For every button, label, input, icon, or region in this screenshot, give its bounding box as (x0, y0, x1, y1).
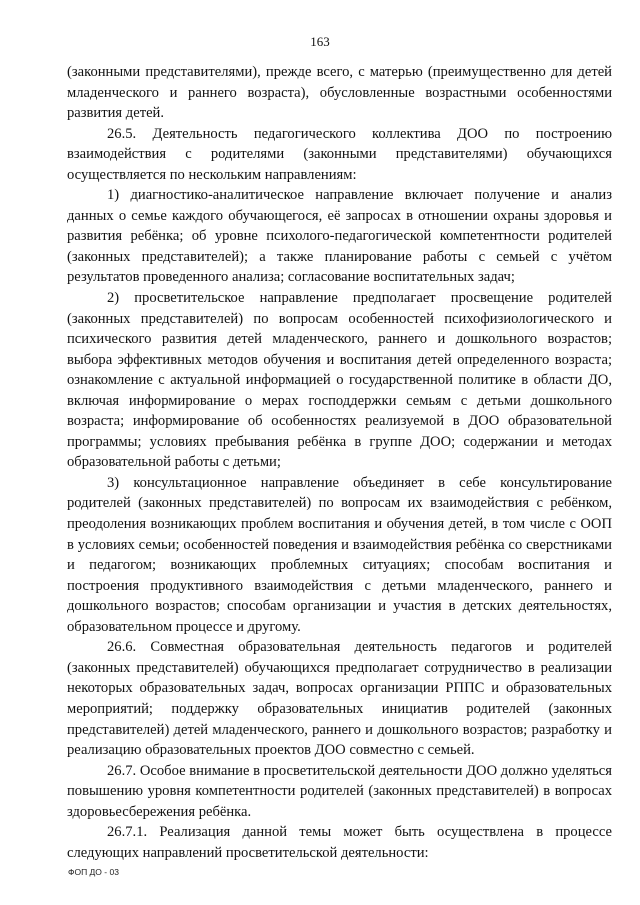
paragraph-26-6: 26.6. Совместная образовательная деятельность педагогов и родителей (законных представителей) обучающихся предполагает сотрудничество в реализации некоторых образовательных задач, вопросах организации РППС и образовательных мероприятий; поддержку образовательных инициатив родителей (законных представителей) детей младенческого, раннего и дошкольного возрастов; разработку и реализацию образовательных проектов ДОО совместно с семьей. (67, 639, 612, 759)
document-footer-code: ФОП ДО - 03 (68, 867, 119, 877)
document-body (67, 62, 612, 863)
paragraph-consulting-direction: 3) консультационное направление объединяет в себе консультирование родителей (законных представителей) по вопросам их взаимодействия с ребёнком, преодоления возникающих проблем воспитания и обучения детей, в том числе с ООП в условиях семьи; особенностей поведения и взаимодействия ребёнка со сверстниками и педагогом; возникающих проблемных ситуациях; способам воспитания и построения продуктивного взаимодействия с детьми младенческого, раннего и дошкольного возрастов; способам организации и участия в детских деятельностях, образовательном процессе и другому. (67, 474, 612, 635)
paragraph-continuation: (законными представителями), прежде всего, с матерью (преимущественно для детей младенческого и раннего возраста), обусловленные возрастными особенностями развития детей. (67, 64, 612, 122)
page-number: 163 (310, 34, 330, 49)
paragraph-educational-direction: 2) просветительское направление предполагает просвещение родителей (законных представителей) по вопросам особенностей психофизиологического и психического развития детей младенческого, раннего и дошкольного возрастов; выбора эффективных методов обучения и воспитания детей определенного возраста; ознакомление с актуальной информацией о государственной политике в области ДО, включая информирование о мерах господдержки семьям с детьми дошкольного возраста; информирование об особенностях реализуемой в ДОО образовательной программы; условиях пребывания ребёнка в группе ДОО; содержании и методах образовательной работы с детьми; (67, 290, 612, 471)
paragraph-26-7: 26.7. Особое внимание в просветительской деятельности ДОО должно уделяться повышению уровня компетентности родителей (законных представителей) в вопросах здоровьесбережения ребёнка. (67, 762, 612, 820)
paragraph-diagnostic-direction: 1) диагностико-аналитическое направление включает получение и анализ данных о семье каждого обучающегося, её запросах в отношении охраны здоровья и развития ребёнка; об уровне психолого-педагогической компетентности родителей (законных представителей); а также планирование работы с семьей с учётом результатов проведенного анализа; согласование воспитательных задач; (67, 187, 612, 286)
paragraph-26-5: 26.5. Деятельность педагогического коллектива ДОО по построению взаимодействия с родителями (законными представителями) обучающихся осуществляется по нескольким направлениям: (67, 125, 612, 183)
paragraph-26-7-1: 26.7.1. Реализация данной темы может быть осуществлена в процессе следующих направлений просветительской деятельности: (67, 824, 612, 861)
